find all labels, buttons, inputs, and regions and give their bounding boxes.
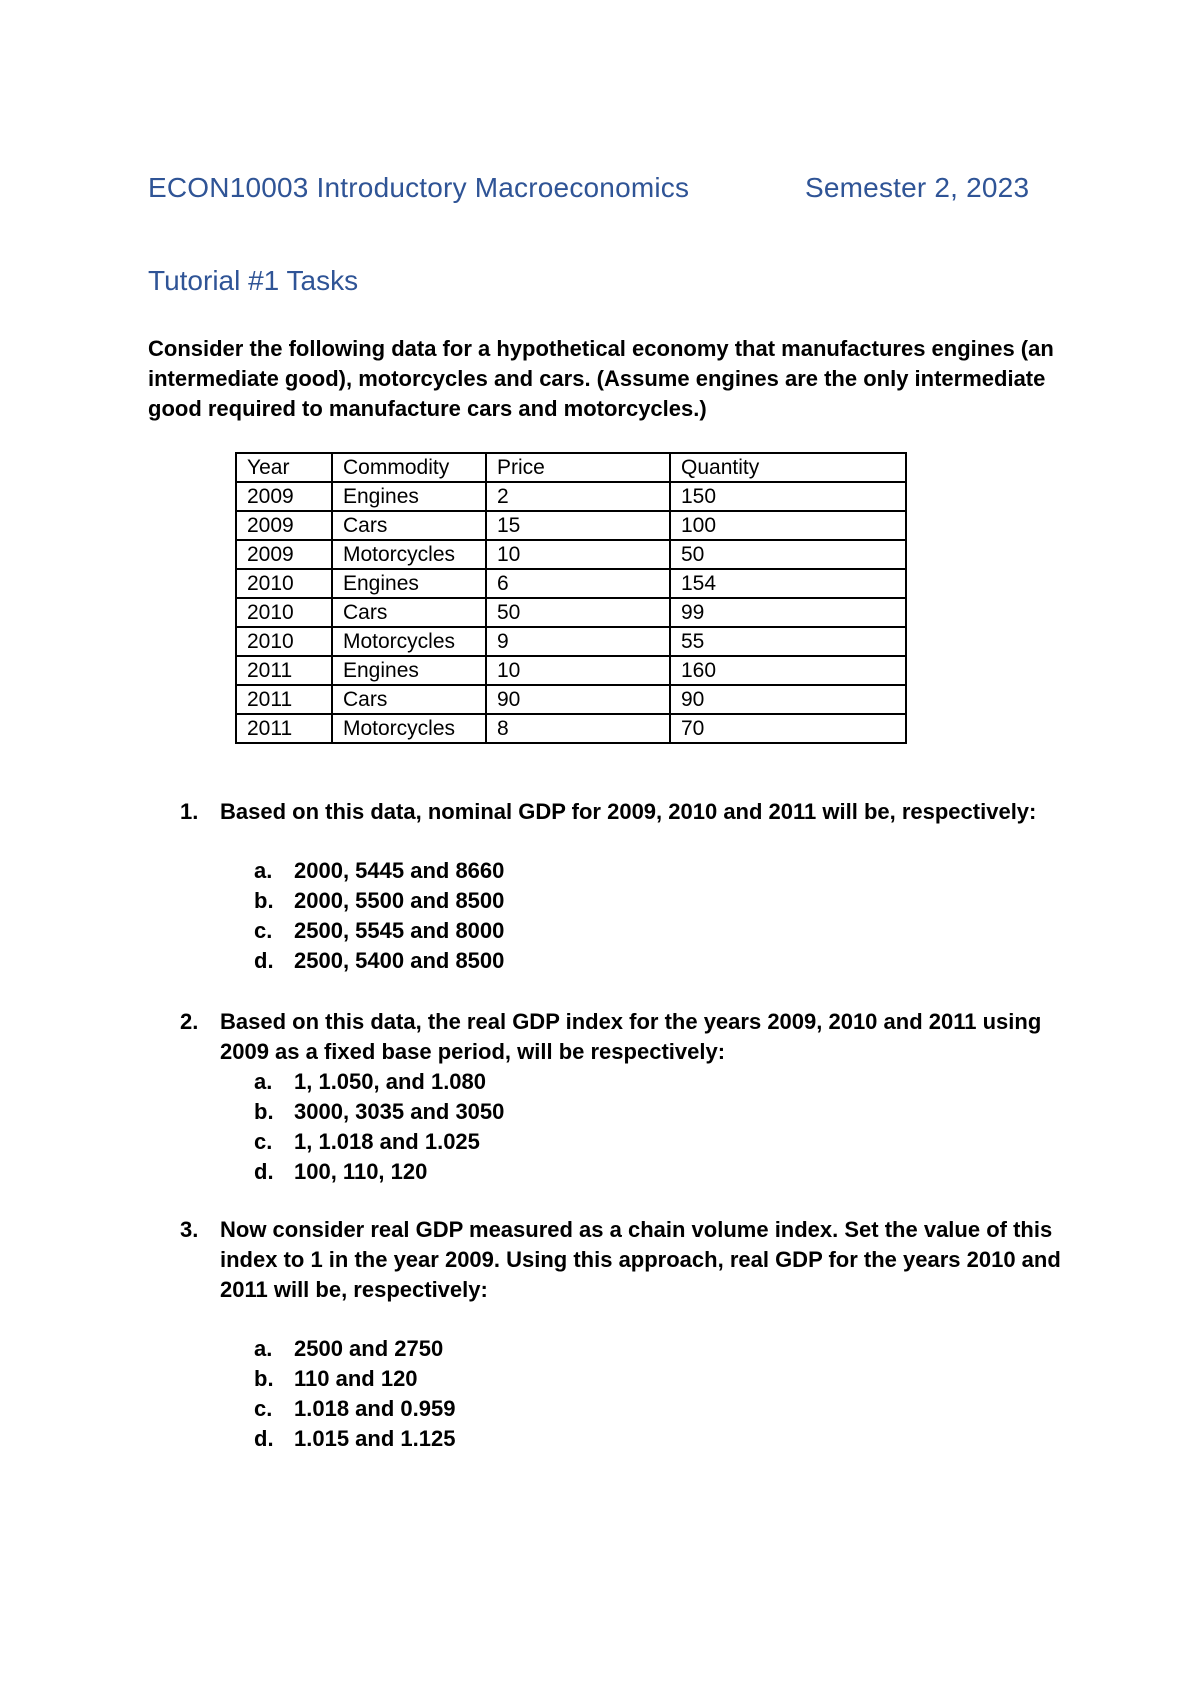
option-text: 2500 and 2750 — [294, 1336, 444, 1361]
table-row — [236, 569, 906, 598]
option-text: 1, 1.050, and 1.080 — [294, 1069, 487, 1094]
option-text: 110 and 120 — [294, 1366, 418, 1391]
table-cell: Motorcycles — [332, 540, 486, 569]
question-3 — [180, 1215, 1070, 1305]
table-cell: Engines — [332, 656, 486, 685]
option-text: 2500, 5400 and 8500 — [294, 948, 505, 973]
table-header-row — [236, 453, 906, 482]
option-letter: b. — [254, 888, 274, 913]
intro-paragraph: Consider the following data for a hypothetical economy that manufactures engines (an intermediate good), motorcycles and cars. (Assume engines are the only intermediate good required to manufacture cars and motorcycles.) — [148, 336, 1054, 421]
table-row — [236, 511, 906, 540]
option-text: 1, 1.018 and 1.025 — [294, 1129, 480, 1154]
course-title: ECON10003 Introductory Macroeconomics — [148, 172, 690, 203]
option-letter: d. — [254, 948, 274, 973]
table-header-cell: Year — [236, 453, 332, 482]
table-cell: 55 — [670, 627, 906, 656]
option-text: 2500, 5545 and 8000 — [294, 918, 505, 943]
table-cell: Cars — [332, 511, 486, 540]
option-text: 3000, 3035 and 3050 — [294, 1099, 505, 1124]
option-text: 100, 110, 120 — [294, 1159, 428, 1184]
table-row — [236, 598, 906, 627]
option-text: 1.015 and 1.125 — [294, 1426, 456, 1451]
table-cell: 2010 — [236, 598, 332, 627]
option-letter: c. — [254, 1396, 273, 1421]
question-number: 3. — [180, 1217, 199, 1242]
table-cell: 6 — [486, 569, 670, 598]
option-letter: a. — [254, 858, 273, 883]
option-letter: d. — [254, 1426, 274, 1451]
table-header-cell: Commodity — [332, 453, 486, 482]
table-row — [236, 540, 906, 569]
option-letter: b. — [254, 1099, 274, 1124]
option-letter: c. — [254, 1129, 273, 1154]
option-letter: d. — [254, 1159, 274, 1184]
table-cell: 8 — [486, 714, 670, 743]
table-cell: 150 — [670, 482, 906, 511]
table-cell: 2011 — [236, 656, 332, 685]
option-letter: a. — [254, 1336, 273, 1361]
question-text: Based on this data, nominal GDP for 2009, 2010 and 2011 will be, respectively: — [220, 799, 1037, 824]
question-text: Now consider real GDP measured as a chain volume index. Set the value of this index to 1 in the year 2009. Using this approach, real GDP for the years 2010 and 2011 will be, respectively: — [220, 1217, 1061, 1302]
option-text: 1.018 and 0.959 — [294, 1396, 456, 1421]
table-row — [236, 627, 906, 656]
table-cell: 9 — [486, 627, 670, 656]
table-cell: 10 — [486, 656, 670, 685]
table-cell: 70 — [670, 714, 906, 743]
table-cell: 100 — [670, 511, 906, 540]
semester-label: Semester 2, 2023 — [805, 172, 1030, 203]
table-cell: Motorcycles — [332, 627, 486, 656]
table-cell: 154 — [670, 569, 906, 598]
question-1 — [180, 797, 1070, 827]
table-cell: 2011 — [236, 714, 332, 743]
table-cell: Engines — [332, 569, 486, 598]
table-cell: 160 — [670, 656, 906, 685]
option-text: 2000, 5500 and 8500 — [294, 888, 505, 913]
table-cell: 2009 — [236, 482, 332, 511]
table-cell: 50 — [670, 540, 906, 569]
table-row — [236, 714, 906, 743]
option-text: 2000, 5445 and 8660 — [294, 858, 505, 883]
question-text: Based on this data, the real GDP index for the years 2009, 2010 and 2011 using 2009 as a fixed base period, will be respectively: — [220, 1009, 1042, 1064]
commodity-data-table — [235, 452, 907, 744]
table-cell: Motorcycles — [332, 714, 486, 743]
table-cell: 2010 — [236, 627, 332, 656]
table-cell: 2010 — [236, 569, 332, 598]
question-number: 1. — [180, 799, 199, 824]
tutorial-title: Tutorial #1 Tasks — [148, 265, 359, 296]
table-cell: 2009 — [236, 540, 332, 569]
table-header-cell: Quantity — [670, 453, 906, 482]
option-letter: b. — [254, 1366, 274, 1391]
table-cell: Cars — [332, 598, 486, 627]
option-letter: a. — [254, 1069, 273, 1094]
table-row — [236, 656, 906, 685]
table-row — [236, 482, 906, 511]
table-cell: 2009 — [236, 511, 332, 540]
table-cell: Cars — [332, 685, 486, 714]
table-cell: 99 — [670, 598, 906, 627]
table-header-cell: Price — [486, 453, 670, 482]
table-cell: Engines — [332, 482, 486, 511]
option-letter: c. — [254, 918, 273, 943]
table-cell: 2 — [486, 482, 670, 511]
table-cell: 15 — [486, 511, 670, 540]
table-cell: 2011 — [236, 685, 332, 714]
table-cell: 50 — [486, 598, 670, 627]
table-cell: 90 — [486, 685, 670, 714]
question-number: 2. — [180, 1009, 199, 1034]
question-2 — [180, 1007, 1070, 1067]
table-row — [236, 685, 906, 714]
table-cell: 10 — [486, 540, 670, 569]
table-cell: 90 — [670, 685, 906, 714]
